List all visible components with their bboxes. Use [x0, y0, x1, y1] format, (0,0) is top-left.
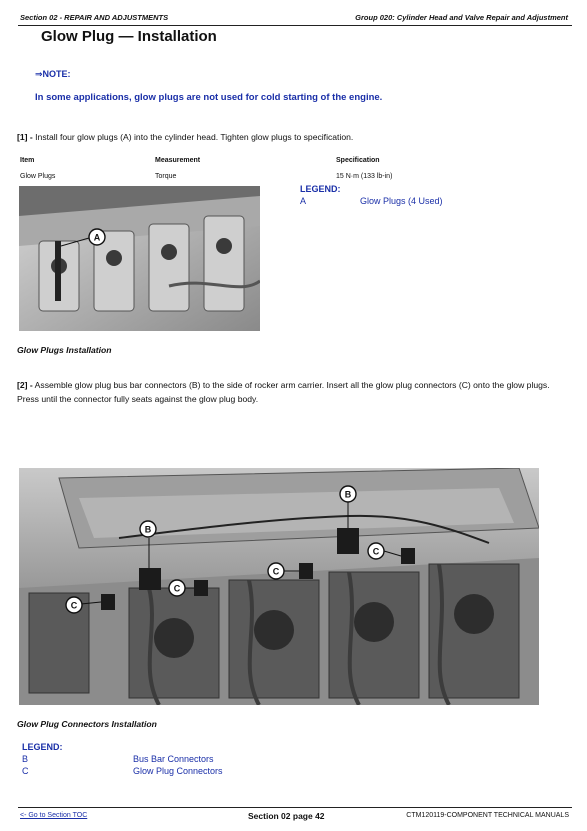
glow-plugs-illustration	[19, 186, 260, 331]
spec-header-measurement: Measurement	[155, 157, 201, 164]
spec-header-specification: Specification	[336, 157, 380, 164]
header-divider	[18, 25, 572, 26]
spec-header-item: Item	[20, 157, 35, 164]
spec-cell-item: Glow Plugs	[20, 173, 56, 180]
callout-a	[89, 229, 105, 245]
callout-b-right-label: B	[344, 489, 352, 500]
glow-plug-connectors-illustration	[19, 468, 539, 705]
step-1-text: Install four glow plugs (A) into the cylinder head. Tighten glow plugs to specification.	[32, 132, 354, 142]
callout-b-right	[340, 486, 356, 502]
page-title: Glow Plug — Installation	[41, 28, 217, 45]
figure-2-caption: Glow Plug Connectors Installation	[17, 719, 157, 729]
callout-c-3-label: C	[272, 566, 280, 577]
legend-1-title: LEGEND:	[300, 184, 341, 194]
legend-2-key-b: B	[22, 754, 29, 764]
legend-2-title: LEGEND:	[22, 742, 63, 752]
legend-1-desc-a: Glow Plugs (4 Used)	[360, 196, 443, 206]
legend-2-desc-b: Bus Bar Connectors	[133, 754, 214, 764]
spec-cell-measurement: Torque	[155, 173, 177, 180]
glow-plugs-photo	[19, 186, 260, 331]
callout-c-1-label: C	[70, 600, 78, 611]
callout-c-1	[66, 597, 82, 613]
callout-c-4-label: C	[372, 546, 380, 557]
callout-c-2	[169, 580, 185, 596]
step-1-number: [1] -	[17, 132, 33, 142]
legend-2-key-c: C	[22, 766, 29, 776]
callout-c-4	[368, 543, 384, 559]
callout-b-left-label: B	[144, 524, 152, 535]
figure-1-caption: Glow Plugs Installation	[17, 345, 112, 355]
manual-id: CTM120119-COMPONENT TECHNICAL MANUALS	[406, 812, 569, 819]
spec-cell-specification: 15 N·m (133 lb-in)	[336, 173, 393, 180]
step-2-number: [2] -	[17, 380, 33, 390]
callout-a-label: A	[93, 232, 101, 243]
page-number: Section 02 page 42	[248, 811, 325, 821]
step-2	[17, 378, 573, 406]
callout-c-3	[268, 563, 284, 579]
section-header: Section 02 - REPAIR AND ADJUSTMENTS	[20, 13, 169, 22]
legend-2-desc-c: Glow Plug Connectors	[133, 766, 223, 776]
callout-b-left	[140, 521, 156, 537]
note-label: ⇒NOTE:	[35, 69, 71, 79]
note-text: In some applications, glow plugs are not used for cold starting of the engine.	[35, 92, 383, 103]
step-1	[17, 130, 573, 144]
legend-1-key-a: A	[300, 196, 307, 206]
group-header: Group 020: Cylinder Head and Valve Repair and Adjustment	[355, 13, 568, 22]
glow-plug-connectors-photo	[19, 468, 539, 705]
section-toc-link[interactable]: <- Go to Section TOC	[20, 812, 88, 819]
footer-divider	[18, 807, 572, 808]
step-2-text: Assemble glow plug bus bar connectors (B) to the side of rocker arm carrier. Insert all the glow plug connectors (C) onto the glow plugs. Press until the connector fully seats against the glow plug body.	[17, 380, 550, 404]
glow-plug-shape	[55, 241, 61, 301]
callout-c-2-label: C	[173, 583, 181, 594]
